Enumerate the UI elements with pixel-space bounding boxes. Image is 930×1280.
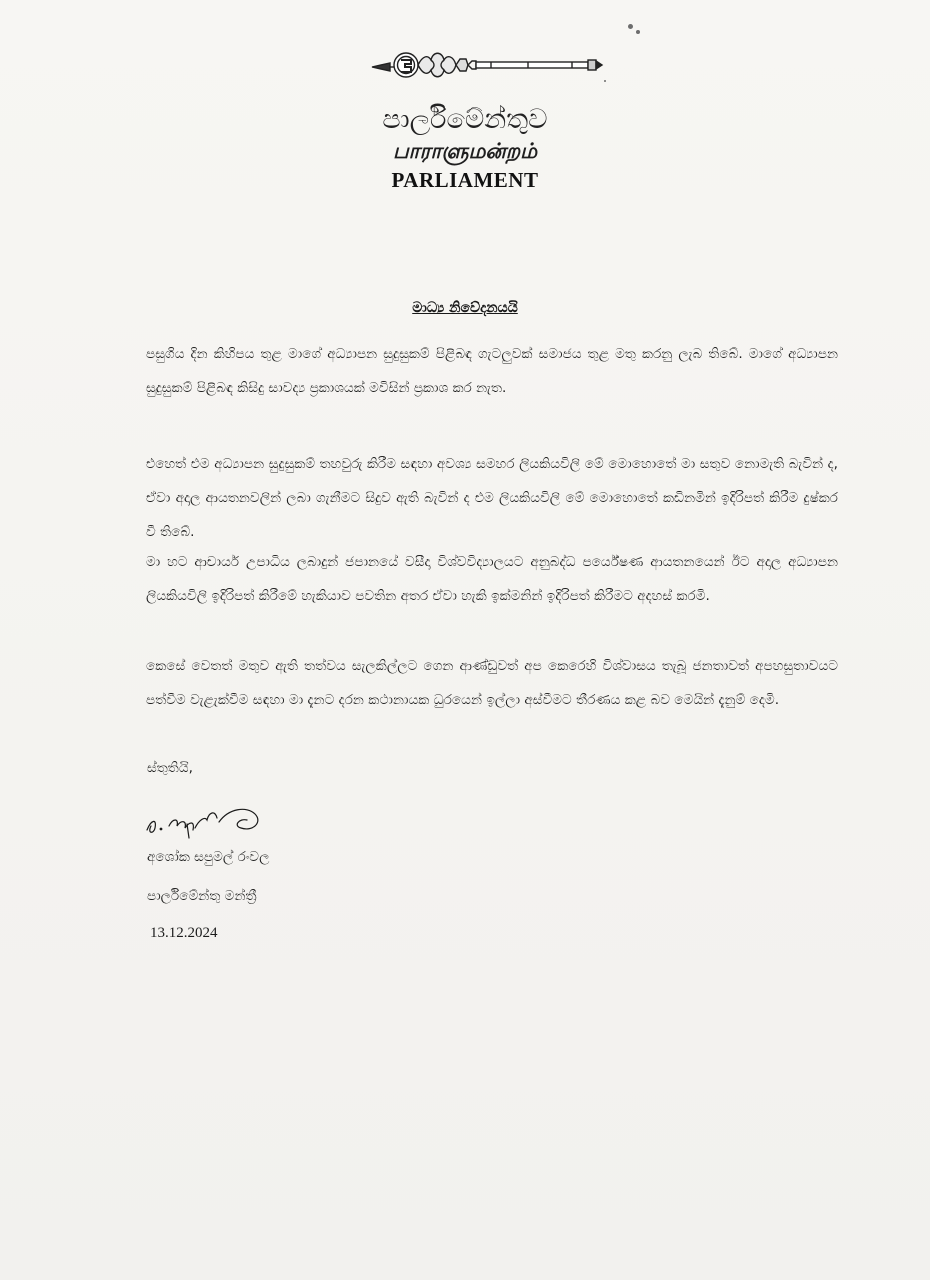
paper-speck — [628, 24, 633, 29]
document-title: මාධ්‍ය නිවේදනයයි — [412, 300, 518, 316]
paper-speck — [636, 30, 640, 34]
parliament-name-sinhala: පාර්ලිමේන්තුව — [382, 104, 548, 135]
document-date: 13.12.2024 — [150, 925, 218, 941]
handwritten-signature — [143, 798, 273, 842]
parliament-name-tamil: பாராளுமன்றம் — [393, 139, 537, 163]
body-paragraph: එහෙත් එම අධ්‍යාපන සුදුසුකම් තහවුරු කිරීම සඳහා අවශ්‍ය සමහර ලියකියවිලි මේ මොහොතේ මා සතුව නොමැති බැවින් ද, ඒවා අදාල ආයතනවලින් ලබා ගැනීමට සිදුව ඇති බැවින් ද එම ලියකියවිලි මේ මොහොතේ කඩිනමින් ඉදිරිපත් කිරීම දුෂ්කර වී තිබේ. — [146, 456, 838, 540]
body-paragraph: කෙසේ වෙතත් මතුව ඇති තත්වය සැලකිල්ලට ගෙන ආණ්ඩුවත් අප කෙරෙහි විශ්වාසය තැබූ ජනතාවත් අපහසුතාවයට පත්වීම වැළැක්වීම සඳහා මා දැනට දරන කථානායක ධුරයෙන් ඉල්ලා අස්වීමට තීරණය කළ බව මෙයින් දැනුම් දෙමි. — [146, 658, 838, 708]
signer-position: පාර්ලිමේන්තු මන්ත්‍රී — [147, 888, 257, 904]
parliament-mace-icon — [368, 40, 606, 88]
closing-text: ස්තුතියි, — [147, 760, 193, 776]
parliament-name-english: PARLIAMENT — [391, 168, 539, 192]
body-paragraph: පසුගිය දින කිහිපය තුළ මාගේ අධ්‍යාපන සුදුසුකම් පිළිබඳ ගැටලුවක් සමාජය තුළ මතු කරනු ලැබ තිබේ. මාගේ අධ්‍යාපන සුදුසුකම් පිළිබඳ කිසිදු සාවද්‍ය ප්‍රකාශයක් මවිසින් ප්‍රකාශ කර නැත. — [146, 346, 838, 396]
signer-name: අශෝක සපුමල් රංවල — [147, 849, 270, 865]
body-paragraph: මා හට ආචාර්ය උපාධිය ලබාදුන් ජපානයේ වසීදා විශ්වවිද්‍යාලයට අනුබද්ධ පර්යේෂණ ආයතනයෙන් ඊට අදාල අධ්‍යාපන ලියකියවිලි ඉදිරිපත් කිරීමේ හැකියාව පවතින අතර ඒවා හැකි ඉක්මනින් ඉදිරිපත් කිරීමට අදහස් කරමි. — [146, 554, 838, 604]
